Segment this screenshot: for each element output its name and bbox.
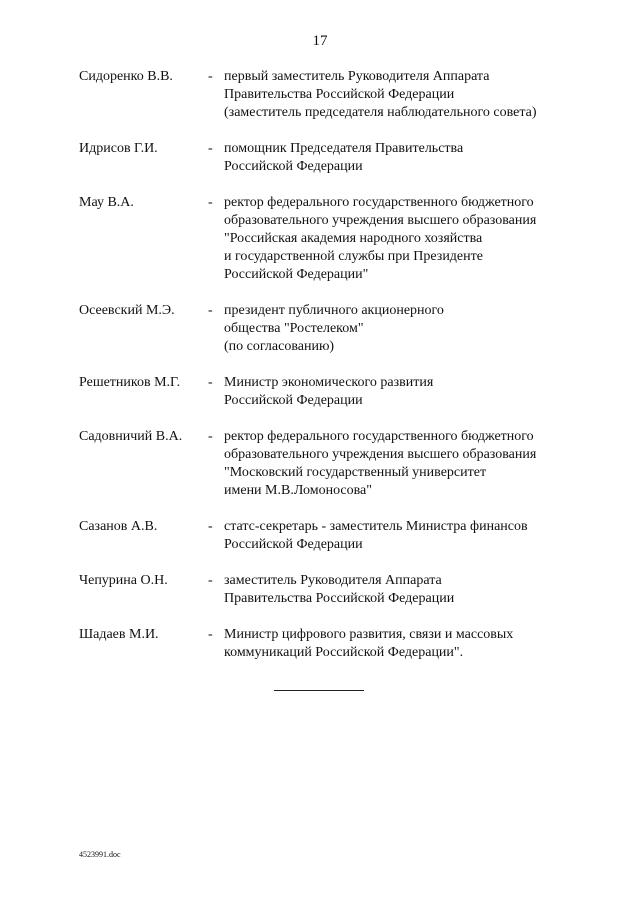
member-position [224,572,584,608]
position-line: президент публичного акционерного [224,303,444,318]
position-line: образовательного учреждения высшего образования [224,447,537,462]
list-item [0,68,640,122]
position-line: общества "Ростелеком" [224,321,364,336]
member-list [0,68,640,680]
list-item [0,428,640,500]
member-name: Осеевский М.Э. [79,303,175,318]
list-item [0,572,640,608]
member-position [224,68,584,122]
position-line: Министр экономического развития [224,375,434,390]
list-item [0,140,640,176]
member-name: Сидоренко В.В. [79,69,173,84]
position-line: образовательного учреждения высшего образования [224,213,537,228]
member-position [224,374,584,410]
member-name: Мау В.А. [79,195,134,210]
position-line: ректор федерального государственного бюджетного [224,429,534,444]
position-line: (по согласованию) [224,339,335,354]
position-line: Российской Федерации [224,537,363,552]
list-item [0,302,640,356]
member-position [224,140,584,176]
position-line: помощник Председателя Правительства [224,141,464,156]
member-name: Решетников М.Г. [79,375,181,390]
end-divider [274,690,364,691]
member-name: Садовничий В.А. [79,429,183,444]
list-item [0,374,640,410]
position-line: Российской Федерации [224,393,363,408]
member-position [224,194,584,284]
position-line: Российской Федерации" [224,267,369,282]
member-name: Сазанов А.В. [79,519,158,534]
member-position [224,626,584,662]
position-line: Правительства Российской Федерации [224,87,455,102]
position-line: статс-секретарь - заместитель Министра финансов [224,519,528,534]
list-item [0,626,640,662]
page-number: 17 [312,33,328,49]
dash-separator: - [208,519,213,534]
position-line: Министр цифрового развития, связи и массовых [224,627,514,642]
position-line: "Российская академия народного хозяйства [224,231,483,246]
member-name: Шадаев М.И. [79,627,159,642]
position-line: Российской Федерации [224,159,363,174]
dash-separator: - [208,69,213,84]
member-position [224,428,584,500]
member-position [224,518,584,554]
dash-separator: - [208,375,213,390]
position-line: (заместитель председателя наблюдательного совета) [224,105,537,120]
dash-separator: - [208,573,213,588]
position-line: первый заместитель Руководителя Аппарата [224,69,490,84]
dash-separator: - [208,429,213,444]
list-item [0,518,640,554]
position-line: коммуникаций Российской Федерации". [224,645,464,660]
member-name: Чепурина О.Н. [79,573,168,588]
position-line: Правительства Российской Федерации [224,591,455,606]
dash-separator: - [208,303,213,318]
position-line: ректор федерального государственного бюджетного [224,195,534,210]
dash-separator: - [208,195,213,210]
position-line: заместитель Руководителя Аппарата [224,573,442,588]
position-line: и государственной службы при Президенте [224,249,483,264]
list-item [0,194,640,284]
dash-separator: - [208,141,213,156]
member-name: Идрисов Г.И. [79,141,158,156]
member-position [224,302,584,356]
dash-separator: - [208,627,213,642]
position-line: имени М.В.Ломоносова" [224,483,372,498]
position-line: "Московский государственный университет [224,465,487,480]
footer-filename: 4523991.doc [79,850,121,859]
